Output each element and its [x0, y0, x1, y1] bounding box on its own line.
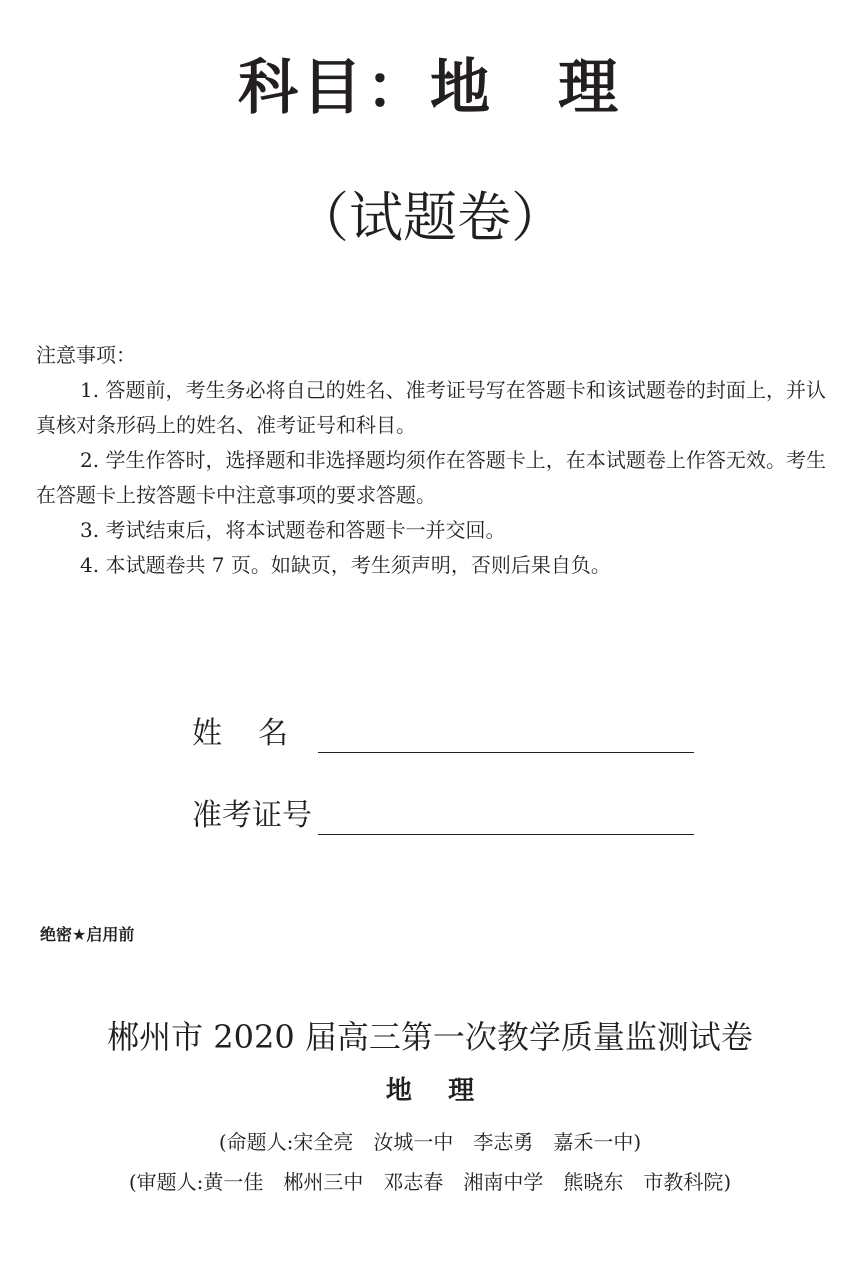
name-blank-line[interactable] — [318, 752, 694, 753]
exam-id-label: 准考证号 — [192, 798, 312, 833]
exam-title: 郴州市 2020 届高三第一次教学质量监测试卷 — [107, 1018, 753, 1056]
exam-id-field[interactable] — [192, 796, 318, 840]
subject-title: 科目：地 理 — [238, 53, 622, 123]
notice-list — [36, 373, 826, 583]
reviewers-line: (审题人:黄一佳 郴州三中 邓志春 湘南中学 熊晓东 市教科院) — [128, 1170, 732, 1194]
notice-item-4: 4. 本试题卷共 7 页。如缺页，考生须声明，否则后果自负。 — [80, 553, 611, 577]
exam-id-blank-line[interactable] — [318, 834, 694, 835]
notice-item-2: 2. 学生作答时，选择题和非选择题均须作在答题卡上，在本试题卷上作答无效。考生在答题卡上按答题卡中注意事项的要求答题。 — [36, 448, 826, 507]
notice-heading: 注意事项： — [36, 343, 136, 367]
notice-item-3: 3. 考试结束后，将本试题卷和答题卡一并交回。 — [80, 518, 506, 542]
confidential-label: 绝密★启用前 — [40, 925, 135, 944]
name-label: 姓名 — [192, 716, 324, 751]
exam-subject: 地 理 — [385, 1076, 475, 1106]
authors-line: (命题人:宋全亮 汝城一中 李志勇 嘉禾一中) — [218, 1130, 642, 1154]
notice-item-1: 1. 答题前，考生务必将自己的姓名、准考证号写在答题卡和该试题卷的封面上，并认真核对条形码上的姓名、准考证号和科目。 — [36, 378, 826, 437]
paper-type-subtitle: （试题卷） — [295, 186, 565, 249]
name-field[interactable] — [192, 714, 324, 758]
